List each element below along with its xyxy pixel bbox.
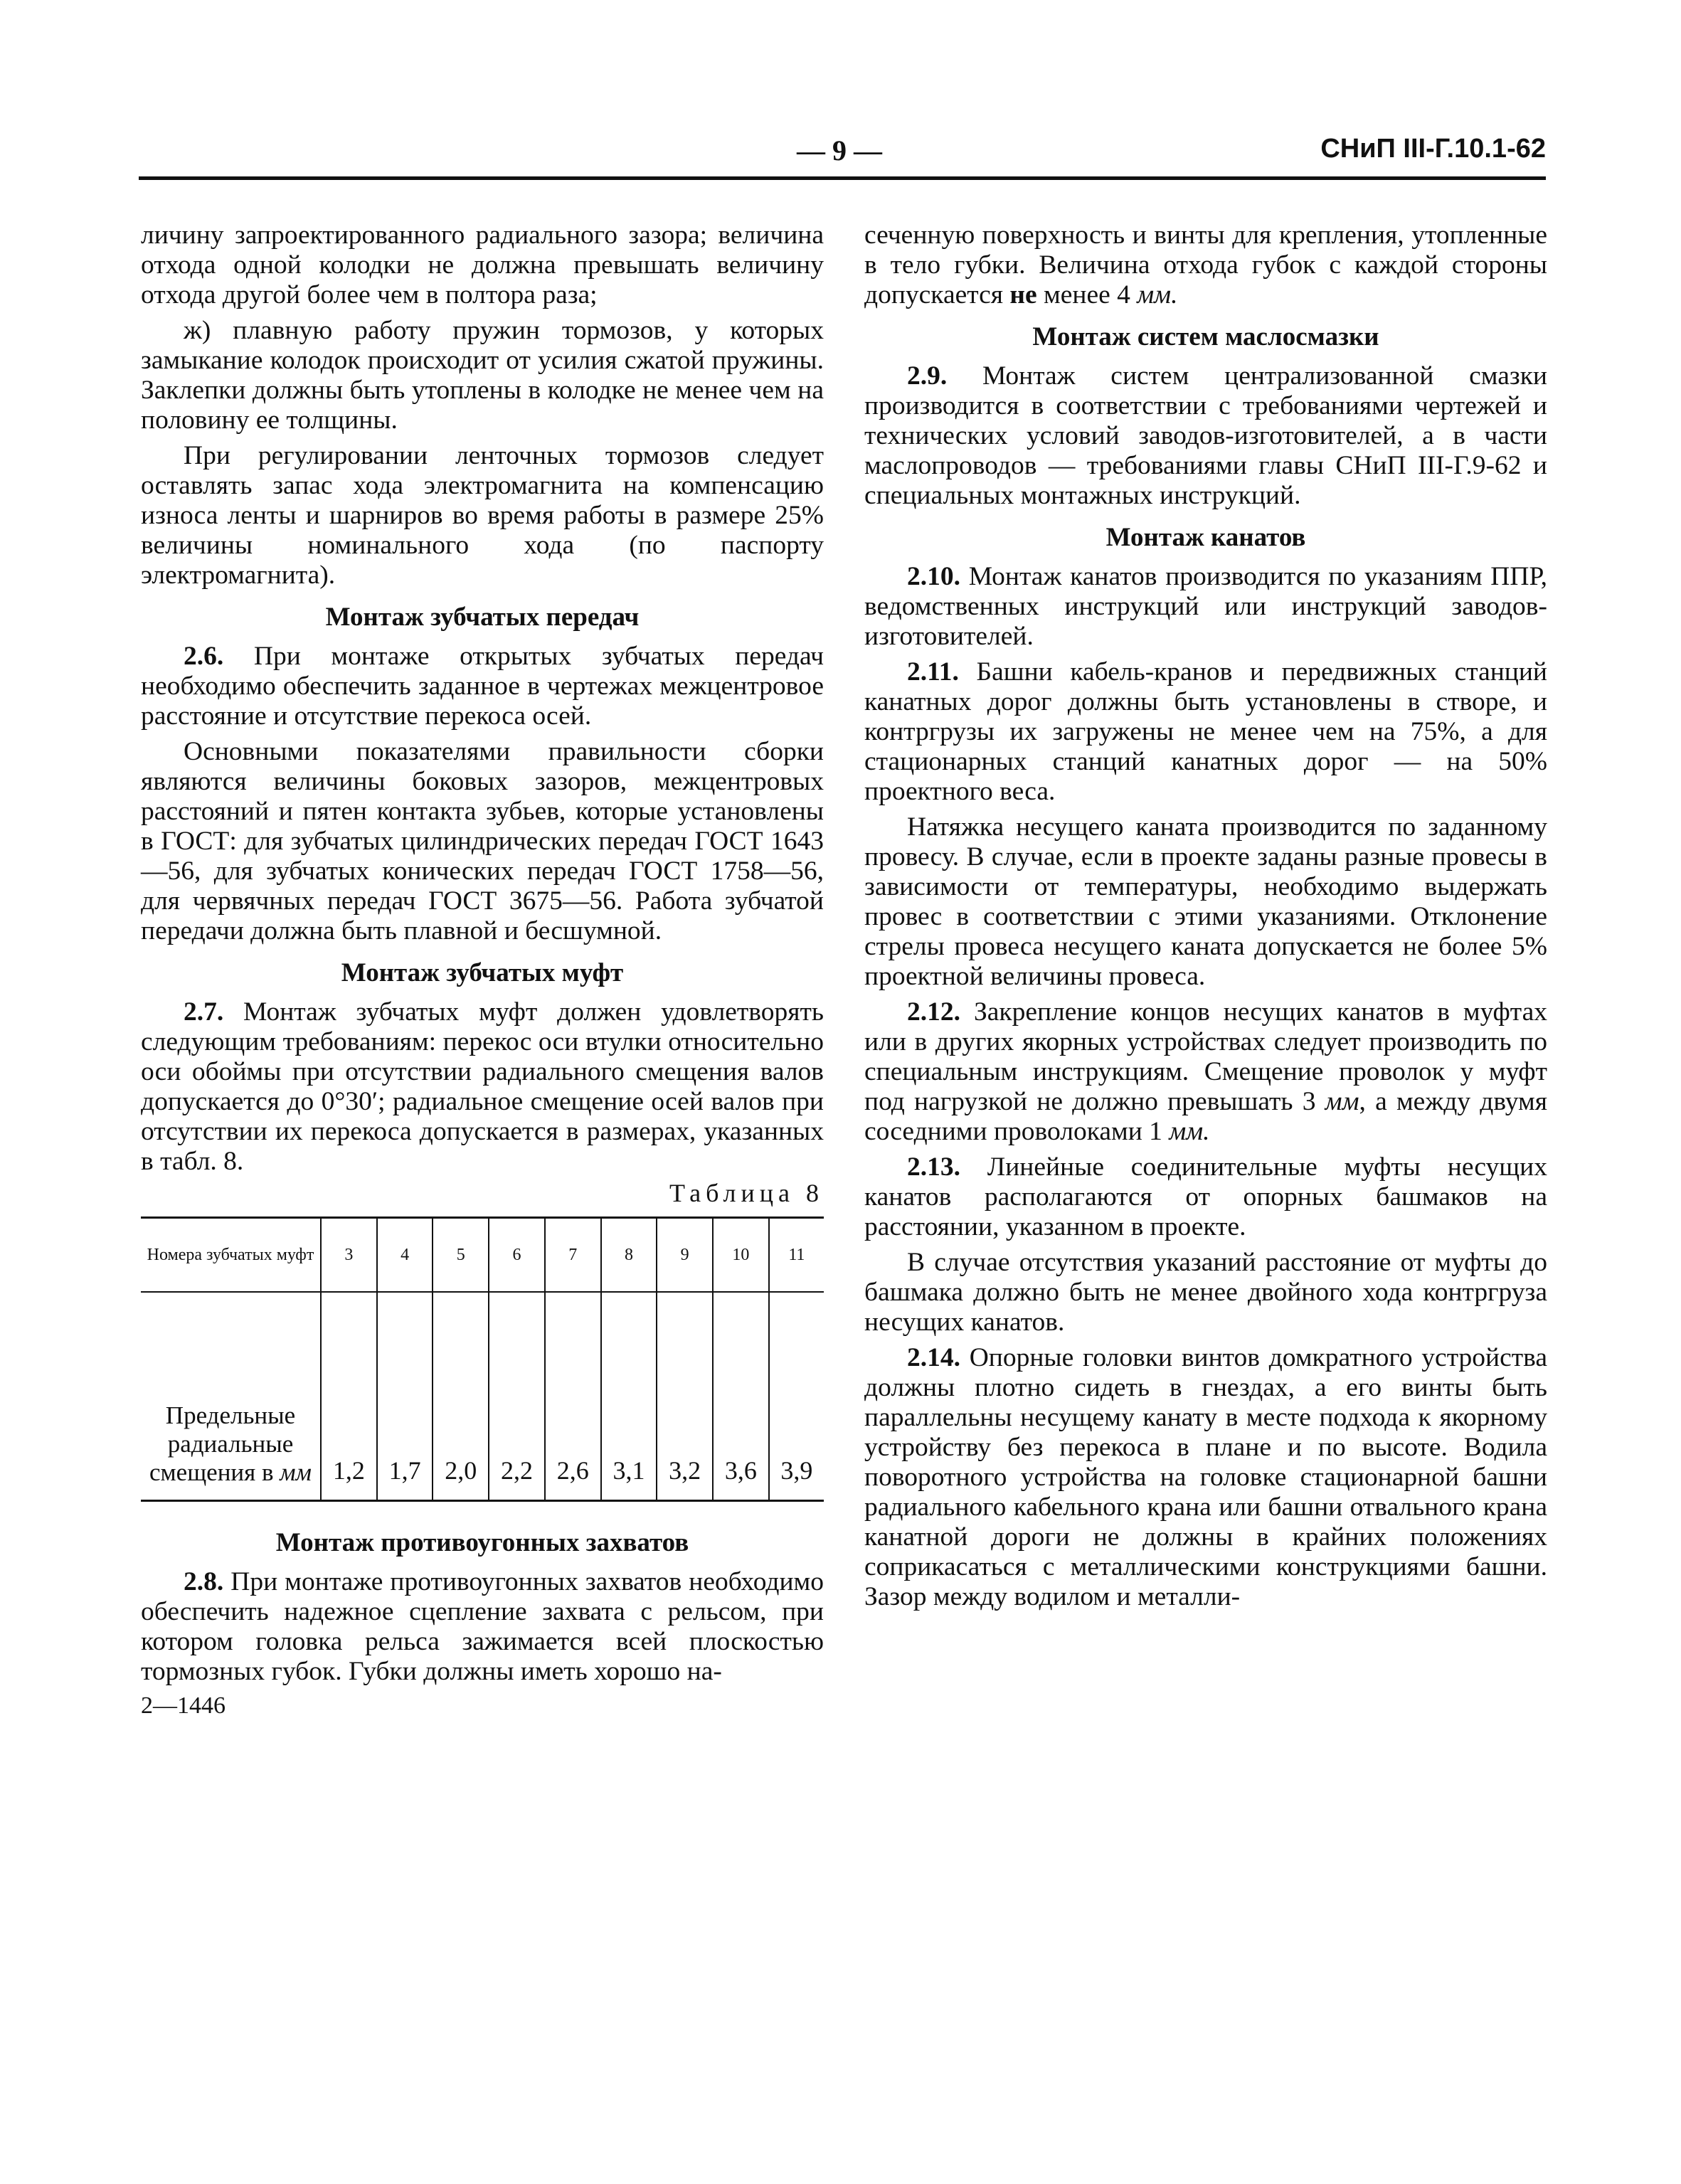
table-cell: 2,2 <box>489 1292 545 1501</box>
table-cell: 9 <box>657 1218 713 1293</box>
clause-number: 2.9. <box>907 361 948 391</box>
clause-number: 2.8. <box>184 1567 224 1596</box>
table-cell: 7 <box>545 1218 601 1293</box>
table-cell: 5 <box>433 1218 489 1293</box>
paragraph: сеченную поверхность и винты для крепления, утопленные в тело губки. Величина отхода губок с каждой стороны допускается не менее 4 мм. <box>864 221 1547 309</box>
paragraph: При регулировании ленточных тормозов следует оставлять запас хода электромагнита на компенсацию износа ленты и шарниров во время работы в размере 25% величины номинального хода (по паспорту электромагнита). <box>141 441 824 590</box>
paragraph: Натяжка несущего каната производится по заданному провесу. В случае, если в проекте заданы разные провесы в зависимости от температуры, необходимо выдержать провес в соответствии с этими указаниями. Отклонение стрелы провеса несущего каната допускается не более 5% проектной величины провеса. <box>864 812 1547 991</box>
clause-2-12: 2.12. Закрепление концов несущих канатов в муфтах или в других якорных устройствах следует производить по специальным инструкциям. Смещение проволок у муфт под нагрузкой не должно превышать 3 мм, а между двумя соседними проволоками 1 мм. <box>864 997 1547 1146</box>
right-column <box>864 221 1547 1612</box>
section-heading-ropes: Монтаж канатов <box>1105 523 1306 552</box>
table-cell: 6 <box>489 1218 545 1293</box>
table-cell: 3,2 <box>657 1292 713 1501</box>
clause-2-9: 2.9. Монтаж систем централизованной смазки производится в соответствии с требованиями чертежей и технических условий заводов-изготовителей, а в части маслопроводов — требованиями главы СНиП III-Г.9-62 и специальных монтажных инструкций. <box>864 361 1547 510</box>
section-heading-gears: Монтаж зубчатых передач <box>325 603 640 632</box>
clause-2-13: 2.13. Линейные соединительные муфты несущих канатов располагаются от опорных башмаков на расстоянии, указанном в проекте. <box>864 1152 1547 1241</box>
clause-2-7: 2.7. Монтаж зубчатых муфт должен удовлетворять следующим требованиям: перекос оси втулки относительно оси обоймы при отсутствии радиального смещения валов допускается до 0°30′; радиальное смещение осей валов при отсутствии их перекоса допускается в размерах, указанных в табл. 8. <box>141 997 824 1176</box>
table-cell: 1,2 <box>321 1292 377 1501</box>
clause-number: 2.12. <box>907 997 960 1027</box>
header-rule <box>139 176 1546 180</box>
clause-2-8: 2.8. При монтаже противоугонных захватов необходимо обеспечить надежное сцепление захвата с рельсом, при котором головка рельса зажимается всей плоскостью тормозных губок. Губки должны иметь хорошо на- <box>141 1567 824 1686</box>
paragraph: личину запроектированного радиального зазора; величина отхода одной колодки не должна превышать величину отхода другой более чем в полтора раза; <box>141 221 824 309</box>
table-row-label: Предельные радиальные смещения в мм <box>149 1401 312 1486</box>
table-cell: 3,1 <box>601 1292 657 1501</box>
clause-2-6: 2.6. При монтаже открытых зубчатых передач необходимо обеспечить заданное в чертежах межцентровое расстояние и отсутствие перекоса осей. <box>141 642 824 731</box>
clause-2-10: 2.10. Монтаж канатов производится по указаниям ППР, ведомственных инструкций или инструкций заводов-изготовителей. <box>864 562 1547 651</box>
table-row-label: Номера зубчатых муфт <box>141 1218 321 1293</box>
section-heading-couplings: Монтаж зубчатых муфт <box>341 958 624 987</box>
table-cell: 2,0 <box>433 1292 489 1501</box>
clause-number: 2.14. <box>907 1343 960 1372</box>
table-row <box>141 1218 824 1293</box>
table-cell: 11 <box>769 1218 824 1293</box>
clause-number: 2.7. <box>184 997 224 1027</box>
print-footnote: 2—1446 <box>141 1692 226 1719</box>
paragraph: В случае отсутствия указаний расстояние от муфты до башмака должно быть не менее двойного хода контргруза несущих канатов. <box>864 1248 1547 1337</box>
table-8 <box>141 1216 824 1502</box>
table-row <box>141 1292 824 1501</box>
paragraph: Основными показателями правильности сборки являются величины боковых зазоров, межцентровых расстояний и пятен контакта зубьев, которые установлены в ГОСТ: для зубчатых цилиндрических передач ГОСТ 1643—56, для зубчатых конических передач ГОСТ 1758—56, для червячных передач ГОСТ 3675—56. Работа зубчатой передачи должна быть плавной и бесшумной. <box>141 737 824 945</box>
clause-number: 2.6. <box>184 642 224 671</box>
page-number: — 9 — <box>797 134 882 166</box>
section-heading-antitheft: Монтаж противоугонных захватов <box>275 1528 689 1557</box>
clause-number: 2.10. <box>907 562 960 591</box>
table-cell: 8 <box>601 1218 657 1293</box>
table-caption: Таблица 8 <box>669 1179 824 1207</box>
clause-2-14: 2.14. Опорные головки винтов домкратного устройства должны плотно сидеть в гнездах, а его винты быть параллельны несущему канату в месте подхода к якорному устройству без перекоса в плане и по высоте. Водила поворотного устройства на головке стационарной башни радиального кабельного крана или башни отвального крана канатной дороги не должны в крайних положениях соприкасаться с металлическими конструкциями башни. Зазор между водилом и металли- <box>864 1343 1547 1611</box>
clause-2-11: 2.11. Башни кабель-кранов и передвижных станций канатных дорог должны быть установлены в створе, и контргрузы их загружены не менее чем на 75%, а для стационарных станций канатных дорог — на 50% проектного веса. <box>864 657 1547 806</box>
table-cell: 3,9 <box>769 1292 824 1501</box>
clause-number: 2.13. <box>907 1152 960 1182</box>
table-cell: 3 <box>321 1218 377 1293</box>
section-heading-lubrication: Монтаж систем маслосмазки <box>1032 322 1379 351</box>
paragraph: ж) плавную работу пружин тормозов, у которых замыкание колодок происходит от усилия сжатой пружины. Заклепки должны быть утоплены в колодке не менее чем на половину ее толщины. <box>141 316 824 435</box>
left-column <box>141 221 824 1719</box>
table-cell: 2,6 <box>545 1292 601 1501</box>
table-cell: 1,7 <box>377 1292 433 1501</box>
document-code: СНиП III-Г.10.1-62 <box>1320 134 1546 164</box>
clause-number: 2.11. <box>907 657 959 687</box>
table-cell: 4 <box>377 1218 433 1293</box>
table-cell: 10 <box>713 1218 769 1293</box>
table-cell: 3,6 <box>713 1292 769 1501</box>
